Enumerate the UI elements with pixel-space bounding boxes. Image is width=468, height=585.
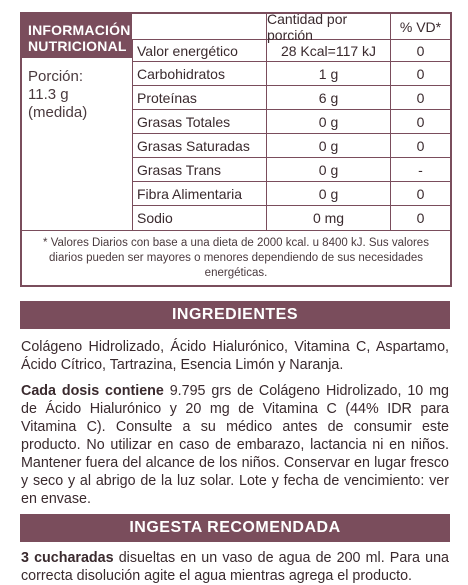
header-vd: % VD* [390, 14, 450, 40]
row-vd: 0 [390, 182, 450, 206]
ingredients-heading: INGREDIENTES [20, 301, 450, 329]
row-amount: 28 Kcal=117 kJ [266, 40, 390, 62]
intake-heading: INGESTA RECOMENDADA [20, 514, 450, 542]
row-amount: 0 g [266, 158, 390, 182]
row-name: Grasas Totales [132, 110, 266, 134]
title-line-1: INFORMACIÓN [28, 22, 131, 38]
daily-values-note: * Valores Diarios con base a una dieta de 2000 kcal. u 8400 kJ. Sus valores diarios pueden ser mayores o menores dependiendo de sus necesidades energéticas. [22, 230, 450, 285]
row-vd: 0 [390, 86, 450, 110]
row-name: Valor energético [132, 40, 266, 62]
row-vd: 0 [390, 206, 450, 230]
row-name: Carbohidratos [132, 62, 266, 86]
label-panel [20, 12, 450, 585]
nutrition-title [22, 14, 132, 58]
ingredients-text: Colágeno Hidrolizado, Ácido Hialurónico, Vitamina C, Aspartamo, Ácido Cítrico, Tartrazina, Esencia Limón y Naranja. [21, 339, 449, 373]
serving-label: Porción: [28, 68, 84, 85]
row-vd: 0 [390, 40, 450, 62]
dosage-body: 9.795 grs de Colágeno Hidrolizado, 10 mg de Ácido Hialurónico y 20 mg de Vitamina C (44% IDR para Vitamina C). Consulte a su médico antes de consumir este producto. No utilizar en caso de embarazo, lactancia ni en niños. Mantener fuera del alcance de los niños. Conservar en lugar fresco y seco y al abrigo de la luz solar. Lote y fecha de vencimiento: ver en envase. [21, 383, 449, 507]
row-amount: 6 g [266, 86, 390, 110]
dosage-text [20, 382, 450, 508]
row-name: Grasas Trans [132, 158, 266, 182]
row-vd: 0 [390, 110, 450, 134]
row-amount: 1 g [266, 62, 390, 86]
header-amount: Cantidad por porción [266, 14, 390, 40]
intake-text [20, 549, 450, 585]
header-empty [132, 14, 266, 40]
nutrition-table [20, 12, 452, 287]
dosage-bold: Cada dosis contiene [21, 383, 164, 399]
row-amount: 0 g [266, 134, 390, 158]
row-name: Fibra Alimentaria [132, 182, 266, 206]
row-name: Proteínas [132, 86, 266, 110]
nutrition-grid [22, 10, 450, 230]
serving-value: 11.3 g [28, 86, 69, 103]
row-amount: 0 g [266, 182, 390, 206]
row-vd: 0 [390, 62, 450, 86]
row-vd: - [390, 158, 450, 182]
row-amount: 0 mg [266, 206, 390, 230]
row-vd: 0 [390, 134, 450, 158]
title-line-2: NUTRICIONAL [28, 38, 127, 54]
intake-body: disueltas en un vaso de agua de 200 ml. Para una correcta disolución agite el agua mientras agrega el producto. [21, 550, 449, 584]
row-name: Grasas Saturadas [132, 134, 266, 158]
intake-bold: 3 cucharadas [21, 550, 114, 566]
serving-measure: (medida) [28, 104, 88, 121]
row-name: Sodio [132, 206, 266, 230]
row-amount: 0 g [266, 110, 390, 134]
serving-size [22, 62, 132, 230]
